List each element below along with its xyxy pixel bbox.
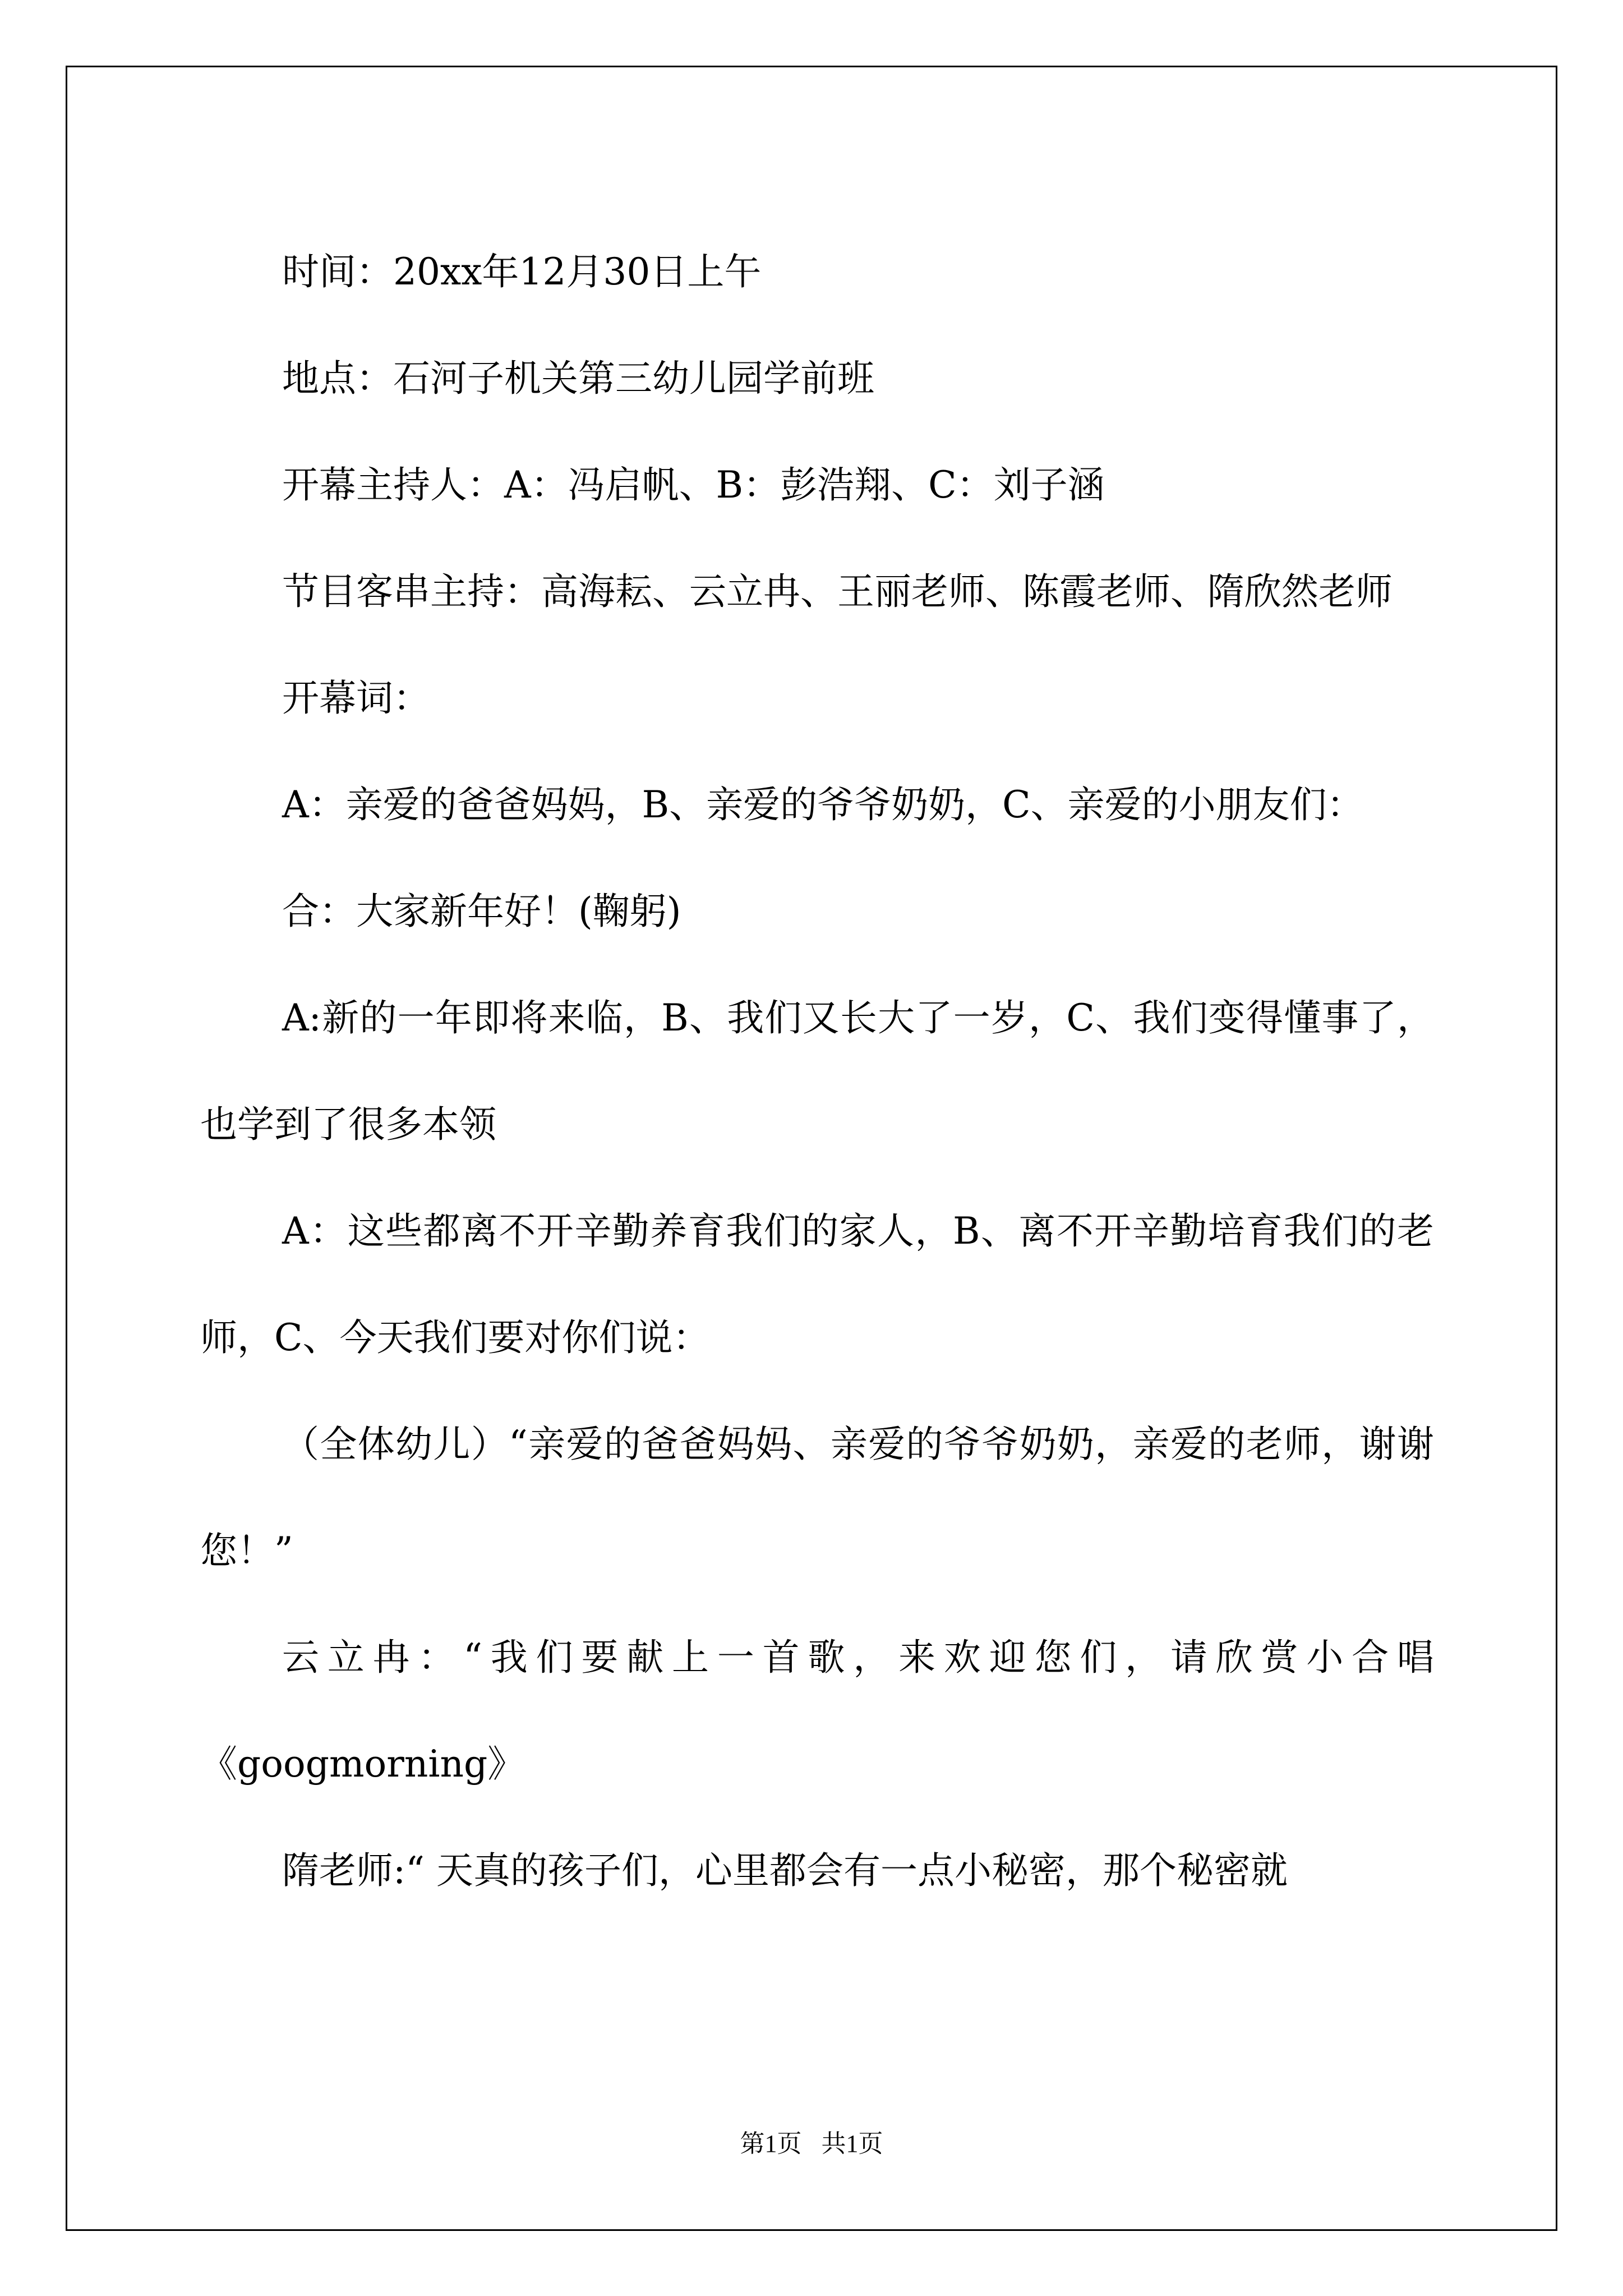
page-footer — [0, 2123, 1623, 2159]
page-total: 共1页 — [821, 2130, 883, 2157]
paragraph-guest-hosts: 节目客串主持：高海耘、云立冉、王丽老师、陈霞老师、隋欣然老师 — [282, 570, 1393, 613]
paragraph-opening-speech-heading: 开幕词： — [282, 677, 430, 720]
paragraph-greeting: A：亲爱的爸爸妈妈，B、亲爱的爷爷奶奶，C、亲爱的小朋友们： — [282, 783, 1364, 826]
paragraph-opening-hosts: 开幕主持人：A：冯启帆、B：彭浩翔、C：刘子涵 — [282, 463, 1105, 507]
paragraph-song-intro: 云立冉：“我们要献上一首歌，来欢迎您们，请欣赏小合唱《googmorning》 — [200, 1636, 1434, 1786]
paragraph-location: 地点：石河子机关第三幼儿园学前班 — [282, 357, 874, 400]
page-number: 第1页 — [740, 2130, 802, 2157]
paragraph-chorus-greeting: 合：大家新年好！(鞠躬) — [282, 890, 681, 933]
paragraph-all-children: （全体幼儿）“亲爱的爸爸妈妈、亲爱的爷爷奶奶，亲爱的老师，谢谢您！” — [200, 1423, 1434, 1572]
paragraph-time: 时间：20xx年12月30日上午 — [282, 250, 762, 293]
paragraph-teacher-sui: 隋老师:“ 天真的孩子们，心里都会有一点小秘密，那个秘密就 — [282, 1849, 1288, 1892]
paragraph-thanks-lead: A：这些都离不开辛勤养育我们的家人，B、离不开辛勤培育我们的老师，C、今天我们要对你们说： — [200, 1209, 1434, 1359]
document-body — [200, 219, 1434, 1924]
paragraph-new-year: A:新的一年即将来临，B、我们又长大了一岁，C、我们变得懂事了，也学到了很多本领 — [200, 996, 1434, 1146]
